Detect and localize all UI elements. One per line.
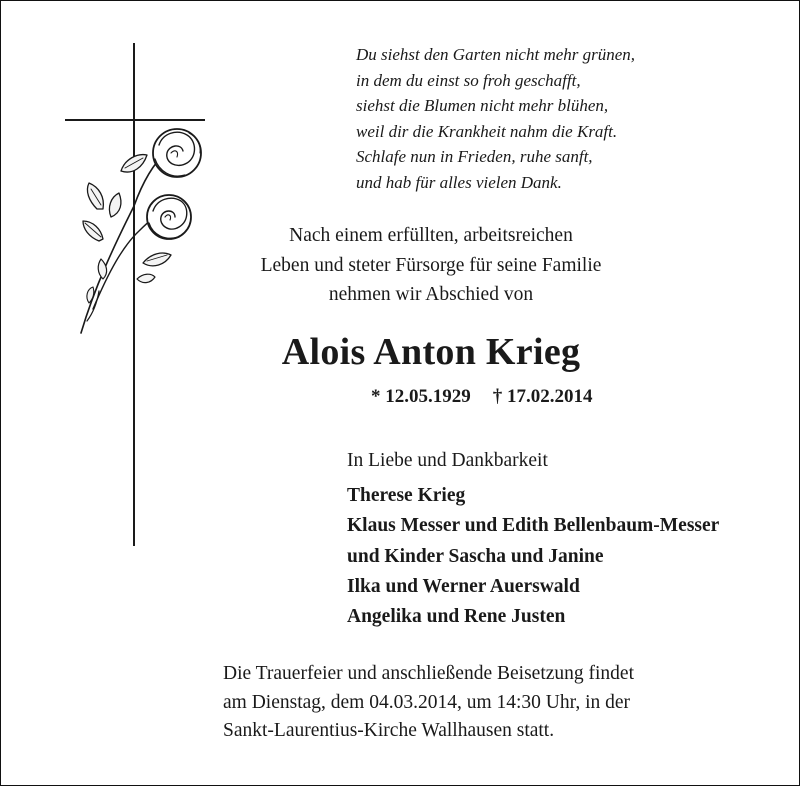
service-line: Sankt-Laurentius-Kirche Wallhausen statt.: [223, 720, 555, 741]
mourner-name: Klaus Messer und Edith Bellenbaum-Messer: [347, 515, 720, 537]
mourner-name: Ilka und Werner Auerswald: [347, 575, 580, 597]
mourner-name: und Kinder Sascha und Janine: [347, 545, 604, 567]
poem-line: weil dir die Krankheit nahm die Kraft.: [356, 121, 618, 141]
service-line: am Dienstag, dem 04.03.2014, um 14:30 Uhr, in der: [223, 691, 631, 713]
deceased-name: Alois Anton Krieg: [281, 331, 581, 373]
mourner-name: Therese Krieg: [347, 485, 466, 506]
intro-line: Nach einem erfüllten, arbeitsreichen: [289, 225, 573, 246]
mourners-intro: In Liebe und Dankbarkeit: [347, 450, 548, 471]
mourner-name: Angelika und Rene Justen: [347, 606, 566, 628]
funeral-service-info: [223, 660, 783, 746]
poem-line: Schlafe nun in Frieden, ruhe sanft,: [356, 147, 593, 167]
poem-line: in dem du einst so froh geschafft,: [356, 70, 581, 90]
intro-line: nehmen wir Abschied von: [328, 284, 534, 305]
mourners-list: [347, 481, 719, 632]
birth-date: * 12.05.1929: [371, 386, 471, 407]
poem-line: und hab für alles vielen Dank.: [356, 172, 562, 192]
memorial-poem: [356, 42, 776, 196]
intro-line: Leben und steter Fürsorge für seine Familie: [260, 254, 602, 276]
death-date: † 17.02.2014: [492, 386, 593, 407]
poem-line: Du siehst den Garten nicht mehr grünen,: [356, 45, 636, 64]
life-dates: [371, 384, 593, 410]
poem-line: siehst die Blumen nicht mehr blühen,: [356, 96, 609, 116]
service-line: Die Trauerfeier und anschließende Beisetzung findet: [223, 663, 634, 684]
farewell-intro: [181, 221, 681, 310]
